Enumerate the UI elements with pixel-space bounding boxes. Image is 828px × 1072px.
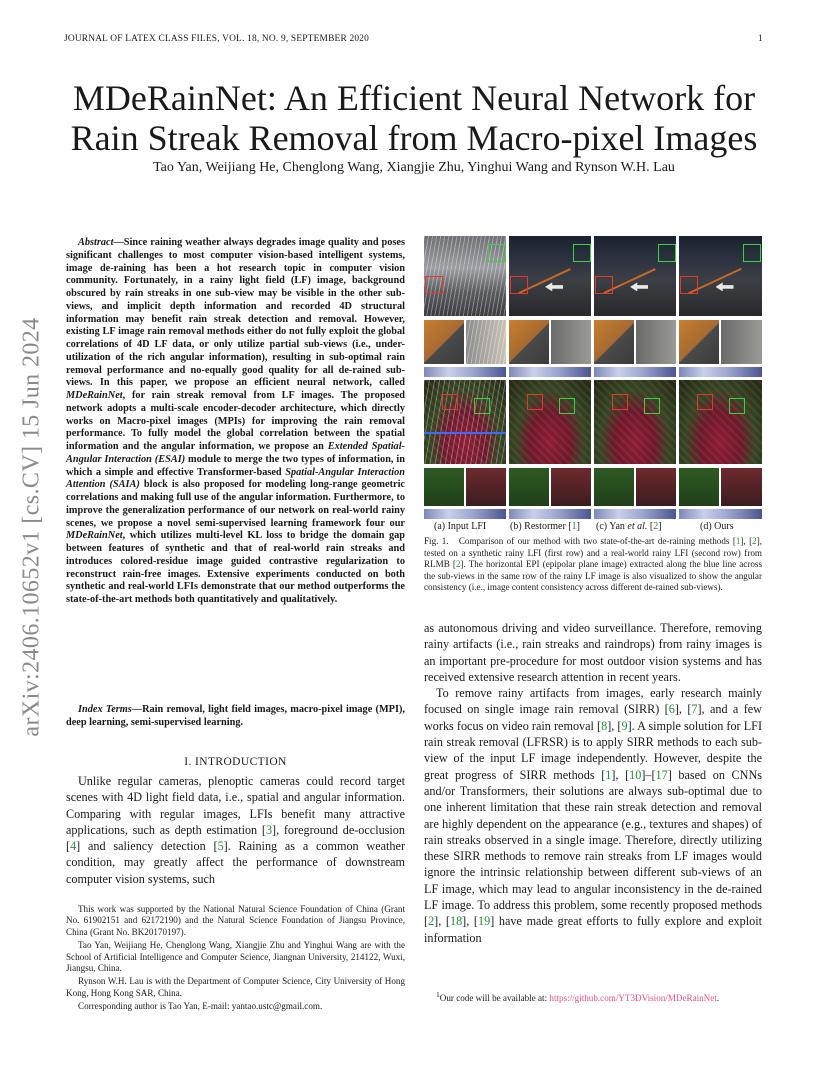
abstract-method-name-2: MDeRainNet <box>66 530 123 542</box>
zoom-patch <box>594 468 634 506</box>
zoom-box-green <box>743 244 761 262</box>
zoom-box-red <box>697 394 713 410</box>
citation-link[interactable]: 5 <box>217 839 224 854</box>
citation-link[interactable]: 7 <box>691 702 698 717</box>
zoom-patch <box>679 320 719 364</box>
sublabel-c-bracket: [ <box>647 521 654 532</box>
epi-strip <box>679 509 762 519</box>
citation-link[interactable]: 19 <box>478 914 491 929</box>
input-rainy-road-image <box>424 236 506 316</box>
abstract-text-4: block is also proposed for modeling long-range geometric correlations and making full use of the angular information. Furthermore, to improve the generalization performance of our network on real-world rainy scenes, we propose a novel semi-supervised learning framework four our <box>66 479 406 529</box>
epi-strip <box>424 367 506 377</box>
epi-strip <box>594 509 676 519</box>
index-terms: Index Terms—Rain removal, light field images, macro-pixel image (MPI), deep learning, semi-supervised learning. <box>66 704 405 728</box>
sublabel-b <box>510 521 580 532</box>
zoom-patch <box>636 468 676 506</box>
ours-tree-image <box>679 380 762 464</box>
figure-zoom-row-1 <box>424 320 762 364</box>
intro-text: ], [ <box>607 718 622 733</box>
citation-link[interactable]: 1 <box>735 536 741 546</box>
intro-text: ], [ <box>611 767 630 782</box>
sublabel-b-end: ] <box>576 521 580 532</box>
intro-text: ] have made great efforts to fully explore and exploit information <box>424 914 762 945</box>
zoom-patch <box>594 320 634 364</box>
citation-link[interactable]: 2 <box>455 559 461 569</box>
caption-text: Comparison of our method with two state-of-the-art de-raining methods [ <box>458 536 736 546</box>
zoom-box-red <box>510 276 528 294</box>
paper-title <box>64 78 764 158</box>
zoom-patch <box>509 468 549 506</box>
zoom-patch <box>721 468 762 506</box>
zoom-box-green <box>488 244 506 262</box>
sublabel-c-text: (c) Yan <box>596 521 628 532</box>
footnote-affiliation: Tao Yan, Weijiang He, Chenglong Wang, Xiangjie Zhu and Yinghui Wang are with the School of Artificial Intelligence and Computer Science, Jiangnan University, 214122, Wuxi, Jiangsu, China. <box>66 940 405 974</box>
sublabel-c-etal: et al. <box>627 521 648 532</box>
citation-link[interactable]: 2 <box>752 536 757 546</box>
footnote-funding: This work was supported by the National Natural Science Foundation of China (Grant No. 61902151 and 62172190) and the Natural Science Foundation of Jiangsu Province, China (Grant No. BK20170197). <box>66 904 405 937</box>
zoom-box-red <box>595 276 613 294</box>
zoom-box-red <box>612 394 628 410</box>
intro-text: ]–[ <box>641 767 656 782</box>
abstract-text-5: , which utilizes multi-level KL loss to bridge the domain gap between features of synthetic and that of real-world rain streaks and introduces colored-residue image guided contrastive regularization to reconstruct rain-free images. Extensive experiments conducted on both synthetic and real-world LFIs demonstrate that our method outperforms the state-of-the-art methods both quantitatively and qualitatively. <box>66 530 405 605</box>
index-terms-label: Index Terms <box>78 704 132 715</box>
section-title: INTRODUCTION <box>195 756 287 768</box>
citation-link[interactable]: 17 <box>655 767 668 782</box>
section-number: I. <box>184 756 192 768</box>
code-repository-link[interactable]: https://github.com/YT3DVision/MDeRainNet <box>549 993 717 1004</box>
zoom-patch <box>721 320 762 364</box>
abstract-text-1: Since raining weather always degrades image quality and poses significant challenges to most computer vision-based intelligent systems, image de-raining has been a hot research topic in computer vision community. Fortunately, in a rainy light field (LF) image, background obscured by rain streaks in one sub-view may be visible in the other sub-views, and implicit depth information and recorded 4D structural information may benefit rain streak detection and removal. However, existing LF image rain removal methods either do not fully exploit the global correlations of 4D LF data, or only utilize partial sub-views (i.e., under-utilization of the rich angular information), resulting in sub-optimal rain removal performance and no-equally good quality for all de-rained sub-views. In this paper, we propose an efficient neural network, called <box>66 237 405 389</box>
restormer-tree-image <box>509 380 591 464</box>
figure-zoom-row-2 <box>424 468 762 506</box>
citation-link[interactable]: 1 <box>605 767 612 782</box>
zoom-patch <box>636 320 676 364</box>
citation-link[interactable]: 8 <box>601 718 608 733</box>
abstract-text-3: module to merge the two types of information, in which a simple and effective Transformer-based <box>66 453 405 478</box>
footnote-code <box>424 988 762 1005</box>
caption-text: ]. The horizontal EPI (epipolar plane image) extracted along the blue line across the sub-views in the same row of the rainy LF image is also visualized to show the angular consistency (i.e., image content consistency across different de-rained sub-views). <box>424 559 763 592</box>
sublabel-a: (a) Input LFI <box>434 521 487 532</box>
restormer-road-image <box>509 236 591 316</box>
citation-link[interactable]: 4 <box>70 839 77 854</box>
title-line-1: MDeRainNet: An Efficient Neural Network for <box>72 78 756 118</box>
intro-paragraph-right-0: as autonomous driving and video surveillance. Therefore, removing rainy artifacts (i.e., rain streaks and raindrops) from rainy images is an important pre-procedure for most outdoor vision systems and has received extensive research attention in recent years. <box>424 621 762 684</box>
intro-text: ]. Raining as a common weather condition, may greatly affect the performance of downstream computer vision systems, such <box>66 839 405 886</box>
abstract-label: Abstract <box>78 237 114 248</box>
abstract-esai: Extended Spatial-Angular Interaction (ESAI) <box>66 441 405 465</box>
footnote-corresponding: Corresponding author is Tao Yan, E-mail: yantao.ustc@gmail.com. <box>78 1001 323 1012</box>
citation-link[interactable]: 2 <box>653 521 659 532</box>
epi-strip <box>424 509 506 519</box>
intro-text: ], [ <box>462 914 478 929</box>
index-terms-text: Rain removal, light field images, macro-pixel image (MPI), deep learning, semi-supervised learning. <box>66 704 405 728</box>
citation-link[interactable]: 6 <box>668 702 675 717</box>
epi-strip <box>509 509 591 519</box>
intro-text: ] based on CNNs and/or Transformers, their solutions are always sub-optimal due to one inherent limitation that these rain streak detection and removal are highly dependent on the appearance (e.g., textures and shapes) of rain streaks observed in a single image. Therefore, directly utilizing these SIRR methods to remove rain streaks from LF images would ignore the intrinsic relationship between different sub-views of an LF image, which may lead to angular inconsistency in the de-rained LF image. To address this problem, some recently proposed methods [ <box>424 767 762 929</box>
zoom-box-green <box>658 244 676 262</box>
footnote-end: . <box>716 993 720 1004</box>
input-rainy-tree-image <box>424 380 506 464</box>
footnote-affiliation-2: Rynson W.H. Lau is with the Department of Computer Science, City University of Hong Kong, Hong Kong SAR, China. <box>66 976 405 998</box>
zoom-box-red <box>680 276 698 294</box>
figure-row-real <box>424 380 762 464</box>
zoom-box-green <box>573 244 591 262</box>
intro-text: ], foreground de-occlusion [ <box>66 822 405 854</box>
author-list: Tao Yan, Weijiang He, Chenglong Wang, Xiangjie Zhu, Yinghui Wang and Rynson W.H. Lau <box>153 160 675 175</box>
zoom-patch <box>679 468 719 506</box>
epi-strip <box>679 367 762 377</box>
zoom-box-green <box>644 398 660 414</box>
arxiv-stamp-text: arXiv:2406.10652v1 [cs.CV] 15 Jun 2024 <box>18 317 45 737</box>
intro-paragraph-right-1 <box>424 685 762 946</box>
epi-strip-row-2 <box>424 509 762 519</box>
zoom-patch <box>551 468 591 506</box>
figure-1 <box>424 236 762 520</box>
sublabel-c-end: ] <box>658 521 662 532</box>
citation-link[interactable]: 3 <box>265 822 273 837</box>
yan-tree-image <box>594 380 676 464</box>
intro-right-column <box>424 620 762 946</box>
epi-line <box>424 432 506 434</box>
intro-text: ], [ <box>674 702 692 717</box>
intro-text: ], and a few works focus on video rain removal [ <box>424 702 762 733</box>
citation-link[interactable]: 9 <box>621 718 628 733</box>
zoom-box-green <box>474 398 490 414</box>
caption-text: ], [ <box>740 536 753 546</box>
citation-link[interactable]: 10 <box>629 767 642 782</box>
abstract: Abstract—Since raining weather always degrades image quality and poses significant challenges to most computer vision-based intelligent systems, image de-raining has been a hot research topic in computer vision community. Fortunately, in a rainy light field (LF) image, background obscured by rain streaks in one sub-view may be visible in the other sub-views, and implicit depth information and recorded 4D structural information may benefit rain streak detection and removal. However, existing LF image rain removal methods either do not fully exploit the global correlations of 4D LF data, or only utilize partial sub-views (i.e., under-utilization of the rich angular information), resulting in sub-optimal rain removal performance and no-equally good quality for all de-rained sub-views. In this paper, we propose an efficient neural network, called MDeRainNet, for rain streak removal from LF images. The proposed network adopts a multi-scale encoder-decoder architecture, which directly works on Macro-pixel images (MPIs) for improving the rain removal performance. To fully model the global correlation between the spatial information and the angular information, we propose an Extended Spatial-Angular Interaction (ESAI) module to merge the two types of information, in which a simple and effective Transformer-based Spatial-Angular Interaction Attention (SAIA) block is also proposed for modeling long-range geometric correlations and making full use of the angular information. Furthermore, to improve the generalization performance of our network on real-world rainy scenes, we propose a novel semi-supervised learning framework four our MDeRainNet, which utilizes multi-level KL loss to bridge the domain gap between features of synthetic and that of real-world rain streaks and introduces colored-residue image guided contrastive regularization to reconstruct rain-free images. Extensive experiments conducted on both synthetic and real-world LFIs demonstrate that our method outperforms the state-of-the-art methods both quantitatively and qualitatively. <box>66 237 406 605</box>
epi-strip <box>594 367 676 377</box>
footnotes-left <box>66 904 405 1015</box>
caption-text: ], tested on a synthetic rainy LFI (first row) and a real-world rainy LFI (second row) from RLMB [ <box>424 536 762 569</box>
intro-text: ] and saliency detection [ <box>76 839 218 854</box>
arxiv-stamp <box>10 294 54 760</box>
zoom-patch <box>551 320 591 364</box>
figure-row-synthetic <box>424 236 762 316</box>
sublabel-c <box>596 521 662 532</box>
zoom-patch <box>509 320 549 364</box>
citation-link[interactable]: 1 <box>571 521 577 532</box>
section-heading <box>66 756 405 768</box>
zoom-box-green <box>559 398 575 414</box>
epi-strip-row-1 <box>424 367 762 377</box>
sublabel-b-text: (b) Restormer [ <box>510 521 572 532</box>
zoom-box-red <box>442 394 458 410</box>
citation-link[interactable]: 18 <box>449 914 463 929</box>
zoom-box-red <box>527 394 543 410</box>
figure-caption <box>424 536 762 594</box>
intro-text: Unlike regular cameras, plenoptic cameras could record target scenes with 4D light field data, i.e., spatial and angular information. Comparing with regular images, LFIs benefit many attractive applications, such as depth estimation [ <box>66 774 405 837</box>
citation-link[interactable]: 2 <box>428 914 435 929</box>
yan-road-image <box>594 236 676 316</box>
zoom-patch <box>424 320 464 364</box>
sublabel-d: (d) Ours <box>700 521 734 532</box>
footnote-text: Our code will be available at: <box>439 993 550 1004</box>
zoom-box-red <box>425 276 443 294</box>
title-line-2: Rain Streak Removal from Macro-pixel Images <box>70 118 758 158</box>
intro-text: ], [ <box>434 914 450 929</box>
intro-text: To remove rainy artifacts from images, early research mainly focused on single image rain removal (SIRR) [ <box>424 686 762 717</box>
page-number: 1 <box>758 34 763 44</box>
zoom-patch <box>466 320 506 364</box>
zoom-patch <box>466 468 506 506</box>
caption-label: Fig. 1. <box>424 536 449 546</box>
abstract-text-2: , for rain streak removal from LF images. The proposed network adopts a multi-scale encoder-decoder architecture, which directly works on Macro-pixel images (MPIs) for improving the rain removal performance. To fully model the global correlation between the spatial information and the angular information, we propose an <box>66 390 405 452</box>
ours-road-image <box>679 236 762 316</box>
running-header: JOURNAL OF LATEX CLASS FILES, VOL. 18, NO. 9, SEPTEMBER 2020 <box>64 34 369 44</box>
abstract-method-name: MDeRainNet <box>66 390 123 401</box>
intro-text: ]. A simple solution for LFI rain streak removal (LFRSR) is to apply SIRR methods to each sub-view of the input LF image independently. However, despite the great progress of SIRR methods [ <box>424 718 763 782</box>
zoom-patch <box>424 468 464 506</box>
footnote-mark: 1 <box>436 990 440 999</box>
abstract-saia: Spatial-Angular Interaction Attention (SAIA) <box>66 466 405 491</box>
intro-paragraph-left <box>66 773 405 887</box>
epi-strip <box>509 367 591 377</box>
zoom-box-green <box>729 398 745 414</box>
